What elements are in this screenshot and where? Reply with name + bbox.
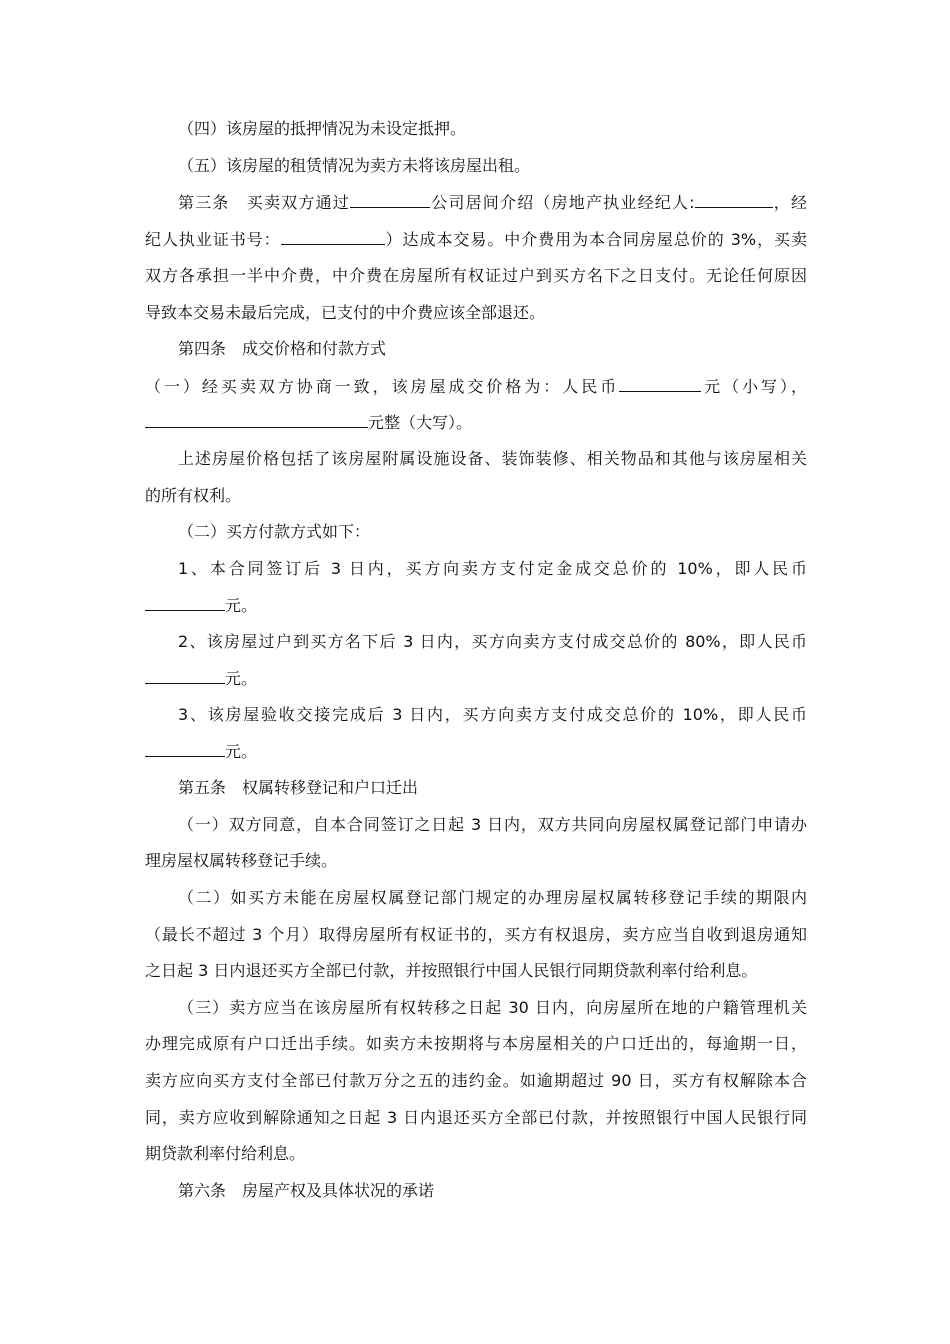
payment-3: 3、该房屋验收交接完成后 3 日内，买方向卖方支付成交总价的 10%，即人民币: [178, 705, 807, 724]
clause-3-line-3: 双方各承担一半中介费，中介费在房屋所有权证过户到买方名下之日支付。无论任何原因: [145, 266, 807, 285]
clause-2-item-4: （四）该房屋的抵押情况为未设定抵押。: [178, 119, 467, 138]
payment-3-blank[interactable]: [145, 740, 225, 757]
clause-5-item-1-line-2: 理房屋权属转移登记手续。: [145, 851, 338, 870]
clause-4-item-1: （一）经买卖双方协商一致，该房屋成交价格为：人民币 元（小写），: [145, 377, 807, 396]
clause-2-item-5: （五）该房屋的租赁情况为卖方未将该房屋出租。: [178, 156, 531, 175]
payment-2-amount: 元。: [145, 667, 807, 690]
clause-5-item-3-line-5: 期贷款利率付给利息。: [145, 1144, 306, 1163]
clause-5-item-3-line-4: 同，卖方应收到解除通知之日起 3 日内退还买方全部已付款，并按照银行中国人民银行同: [145, 1108, 807, 1127]
clause-4-note-line-1: 上述房屋价格包括了该房屋附属设施设备、装饰装修、相关物品和其他与该房屋相关: [178, 449, 807, 468]
price-small-blank[interactable]: [619, 375, 701, 392]
clause-5-item-3-line-3: 卖方应向买方支付全部已付款万分之五的违约金。如逾期超过 90 日，买方有权解除本合: [145, 1071, 807, 1090]
payment-1: 1、本合同签订后 3 日内，买方向卖方支付定金成交总价的 10%，即人民币: [178, 559, 807, 578]
clause-3-line-4: 导致本交易未最后完成，已支付的中介费应该全部退还。: [145, 303, 546, 322]
broker-cert-blank[interactable]: [281, 228, 385, 245]
clause-5-item-2-line-2: （最长不超过 3 个月）取得房屋所有权证书的，买方有权退房，卖方应当自收到退房通知: [145, 925, 807, 944]
clause-5-item-3-line-1: （三）卖方应当在该房屋所有权转移之日起 30 日内，向房屋所在地的户籍管理机关: [178, 998, 807, 1017]
clause-5-item-3-line-2: 办理完成原有户口迁出手续。如卖方未按期将与本房屋相关的户口迁出的，每逾期一日，: [145, 1034, 807, 1053]
payment-1-blank[interactable]: [145, 594, 225, 611]
clause-5-item-2-line-3: 之日起 3 日内退还买方全部已付款，并按照银行中国人民银行同期贷款利率付给利息。: [145, 961, 758, 980]
clause-5-heading: 第五条 权属转移登记和户口迁出: [178, 778, 419, 797]
clause-4-item-1-cont: 元整（大写）。: [145, 411, 807, 434]
payment-2-blank[interactable]: [145, 667, 225, 684]
payment-3-amount: 元。: [145, 740, 807, 763]
clause-6-heading: 第六条 房屋产权及具体状况的承诺: [178, 1181, 435, 1200]
payment-1-amount: 元。: [145, 594, 807, 617]
clause-5-item-2-line-1: （二）如买方未能在房屋权属登记部门规定的办理房屋权属转移登记手续的期限内: [178, 888, 807, 907]
clause-3-line-2: 纪人执业证书号： ）达成本交易。中介费用为本合同房屋总价的 3%，买卖: [145, 230, 807, 249]
clause-4-item-2: （二）买方付款方式如下：: [178, 522, 371, 541]
payment-2: 2、该房屋过户到买方名下后 3 日内，买方向卖方支付成交总价的 80%，即人民币: [178, 632, 807, 651]
clause-4-note-line-2: 的所有权利。: [145, 486, 242, 505]
clause-4-heading: 第四条 成交价格和付款方式: [178, 339, 387, 358]
price-capital-blank[interactable]: [145, 411, 368, 428]
agency-name-blank[interactable]: [350, 191, 430, 208]
broker-name-blank[interactable]: [695, 191, 773, 208]
clause-3-line-1: 第三条 买卖双方通过 公司居间介绍（房地产执业经纪人: ，经: [178, 193, 807, 212]
clause-5-item-1-line-1: （一）双方同意，自本合同签订之日起 3 日内，双方共同向房屋权属登记部门申请办: [178, 815, 807, 834]
